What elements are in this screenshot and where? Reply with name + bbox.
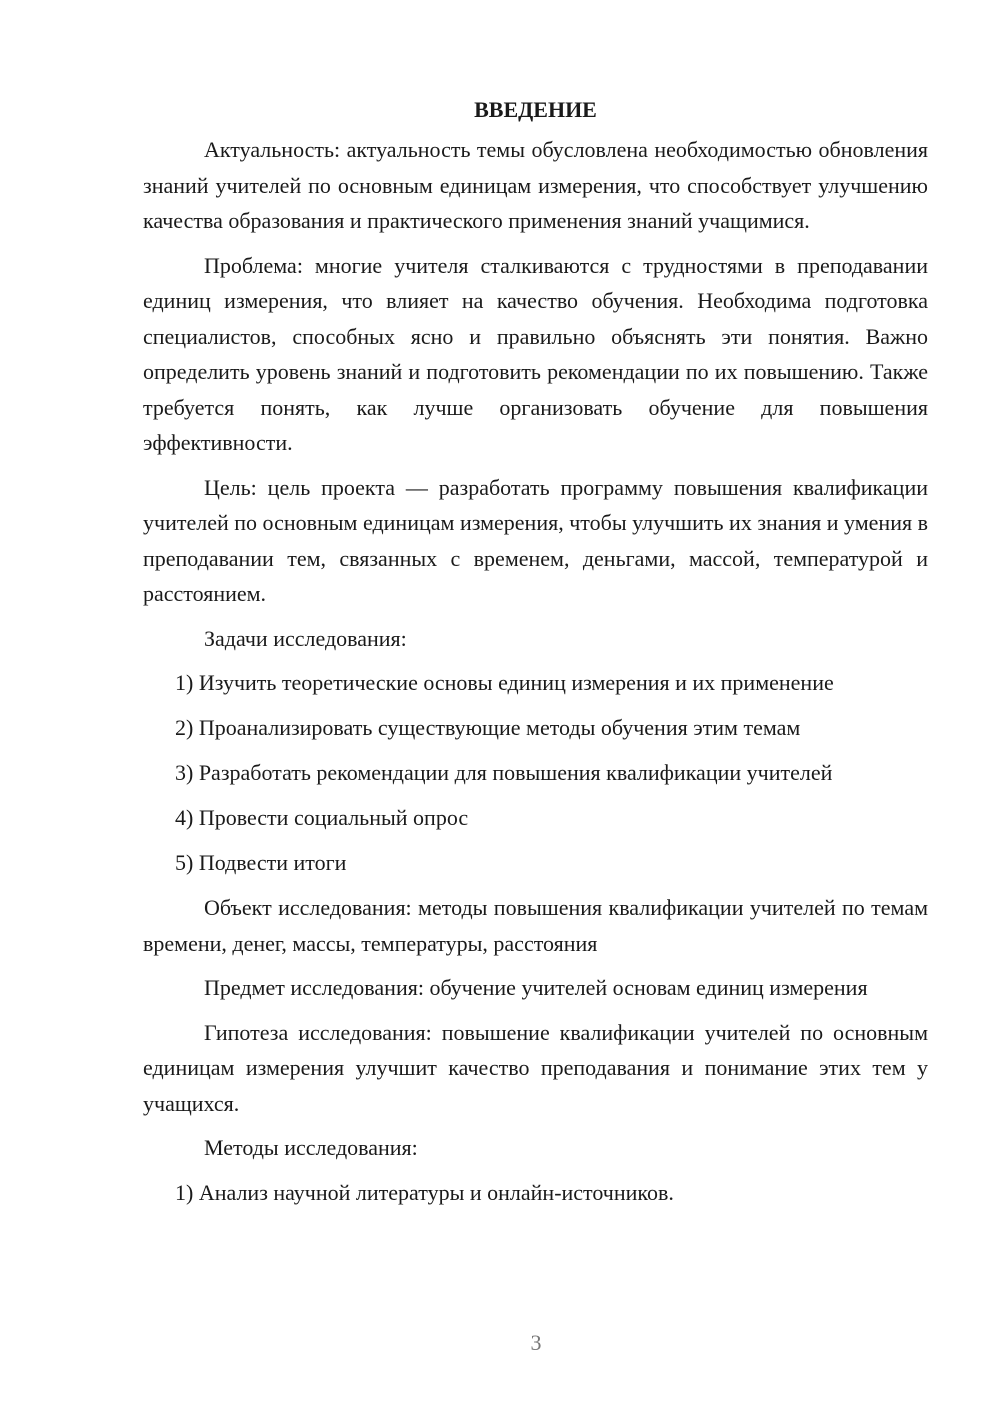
tasks-heading: Задачи исследования: [204, 625, 407, 651]
list-item: 4) Провести социальный опрос [175, 805, 469, 830]
paragraph-subject: Предмет исследования: обучение учителей основам единиц измерения [204, 975, 868, 1000]
page-title: ВВЕДЕНИЕ [474, 97, 597, 122]
paragraph-relevance: Актуальность: актуальность темы обусловлена необходимостью обновления знаний учителей по основным единицам измерения, что способствует улучшению качества образования и практического применения знаний учащимися. [143, 137, 928, 233]
methods-heading: Методы исследования: [204, 1135, 418, 1160]
tasks-list [143, 665, 928, 881]
list-item: 2) Проанализировать существующие методы обучения этим темам [175, 715, 801, 740]
list-item: 3) Разработать рекомендации для повышения квалификации учителей [175, 760, 833, 785]
list-item: 1) Анализ научной литературы и онлайн-источников. [175, 1179, 674, 1205]
page-number: 3 [530, 1330, 542, 1355]
paragraph-problem: Проблема: многие учителя сталкиваются с трудностями в преподавании единиц измерения, что влияет на качество обучения. Необходима подготовка специалистов, способных ясно и правильно объяснять эти понятия. Важно определить уровень знаний и подготовить рекомендации по их повышению. Также требуется понять, как лучше организовать обучение для повышения эффективности. [143, 252, 928, 455]
list-item: 5) Подвести итоги [175, 850, 347, 875]
paragraph-goal: Цель: цель проекта — разработать программу повышения квалификации учителей по основным единицам измерения, чтобы улучшить их знания и умения в преподавании тем, связанных с временем, деньгами, массой, температурой и расстоянием. [143, 474, 928, 606]
list-item: 1) Изучить теоретические основы единиц измерения и их применение [175, 670, 834, 695]
paragraph-object: Объект исследования: методы повышения квалификации учителей по темам времени, денег, массы, температуры, расстояния [143, 895, 928, 956]
paragraph-hypothesis: Гипотеза исследования: повышение квалификации учителей по основным единицам измерения улучшит качество преподавания и понимание этих тем у учащихся. [143, 1019, 928, 1116]
methods-list [143, 1175, 928, 1211]
document-page [143, 92, 928, 1220]
